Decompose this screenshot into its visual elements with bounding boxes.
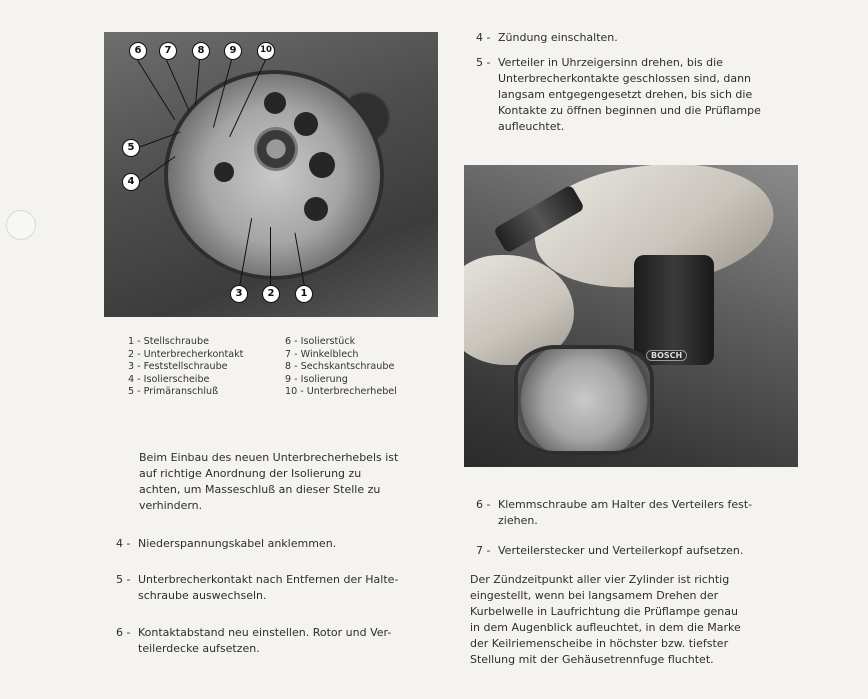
text-line: achten, um Masseschluß an dieser Stelle zu [139, 483, 381, 496]
step-text: Unterbrecherkontakte geschlossen sind, dann [498, 72, 752, 85]
callout-6: 6 [129, 42, 147, 60]
text-line: Stellung mit der Gehäusetrennfuge fluchtet. [470, 653, 714, 666]
callout-10: 10 [257, 42, 275, 60]
disc-hole [309, 152, 335, 178]
step-number: 6 - [476, 498, 491, 511]
legend-item: 5 - Primäranschluß [128, 386, 219, 397]
step-text: Verteiler in Uhrzeigersinn drehen, bis die [498, 56, 723, 69]
step-number: 5 - [116, 573, 131, 586]
legend-item: 1 - Stellschraube [128, 336, 209, 347]
step-left-6 [116, 625, 446, 657]
legend-item: 7 - Winkelblech [285, 348, 359, 360]
callout-9: 9 [224, 42, 242, 60]
test-lamp-photo [464, 165, 798, 467]
step-number: 6 - [116, 626, 131, 639]
disc-hole [304, 197, 328, 221]
step-text: Unterbrecherkontakt nach Entfernen der Halte- [138, 573, 399, 586]
step-right-4 [476, 30, 806, 46]
timing-paragraph [470, 572, 795, 668]
step-number: 4 - [116, 537, 131, 550]
bosch-label: BOSCH [646, 350, 687, 361]
callout-3: 3 [230, 285, 248, 303]
legend-right [285, 336, 397, 399]
callout-leader [166, 60, 189, 111]
legend-item: 4 - Isolierscheibe [128, 373, 210, 385]
callout-2: 2 [262, 285, 280, 303]
text-line: in dem Augenblick aufleuchtet, in dem die Marke [470, 621, 741, 634]
disc-hole [294, 112, 318, 136]
legend-item: 9 - Isolierung [285, 373, 348, 385]
step-right-5 [476, 55, 796, 135]
step-text: Kontakte zu öffnen beginnen und die Prüflampe [498, 104, 761, 117]
callout-leader [270, 227, 271, 287]
legend-item: 8 - Sechskantschraube [285, 361, 395, 372]
disc-hole [254, 127, 298, 171]
ignition-coil [634, 255, 714, 365]
text-line: der Keilriemenscheibe in höchster bzw. tiefster [470, 637, 729, 650]
text-line: auf richtige Anordnung der Isolierung zu [139, 467, 362, 480]
step-number: 5 - [476, 56, 491, 69]
step-text: ziehen. [498, 514, 538, 527]
step-right-7 [476, 543, 806, 559]
step-number: 4 - [476, 31, 491, 44]
callout-4: 4 [122, 173, 140, 191]
text-line: verhindern. [139, 499, 203, 512]
distributor-body [514, 345, 654, 455]
text-line: eingestellt, wenn bei langsamem Drehen der [470, 589, 719, 602]
legend-item: 3 - Feststellschraube [128, 361, 228, 372]
legend-item: 10 - Unterbrecherhebel [285, 386, 397, 397]
step-text: Niederspannungskabel anklemmen. [138, 537, 337, 550]
step-text: Kontaktabstand neu einstellen. Rotor und Ver- [138, 626, 392, 639]
step-text: aufleuchtet. [498, 120, 565, 133]
step-number: 7 - [476, 544, 491, 557]
step-right-6 [476, 497, 806, 529]
disc-hole [264, 92, 286, 114]
legend-item: 2 - Unterbrecherkontakt [128, 348, 244, 360]
step-left-4 [116, 536, 446, 552]
step-text: Klemmschraube am Halter des Verteilers fest- [498, 498, 753, 511]
text-line: Kurbelwelle in Laufrichtung die Prüflampe genau [470, 605, 738, 618]
step-text: schraube auswechseln. [138, 589, 267, 602]
step-text: teilerdecke aufsetzen. [138, 642, 260, 655]
callout-5: 5 [122, 139, 140, 157]
step-text: langsam entgegengesetzt drehen, bis sich die [498, 88, 753, 101]
step-text: Zündung einschalten. [498, 31, 618, 44]
installation-note [139, 450, 431, 514]
disc-hole [214, 162, 234, 182]
legend-left [128, 336, 243, 399]
step-left-5 [116, 572, 446, 604]
legend-item: 6 - Isolierstück [285, 336, 356, 347]
callout-7: 7 [159, 42, 177, 60]
distributor-photo [104, 32, 438, 317]
callout-8: 8 [192, 42, 210, 60]
text-line: Der Zündzeitpunkt aller vier Zylinder ist richtig [470, 573, 730, 586]
step-text: Verteilerstecker und Verteilerkopf aufsetzen. [498, 544, 744, 557]
punch-hole-mark [6, 210, 36, 240]
text-line: Beim Einbau des neuen Unterbrecherhebels ist [139, 451, 399, 464]
callout-1: 1 [295, 285, 313, 303]
